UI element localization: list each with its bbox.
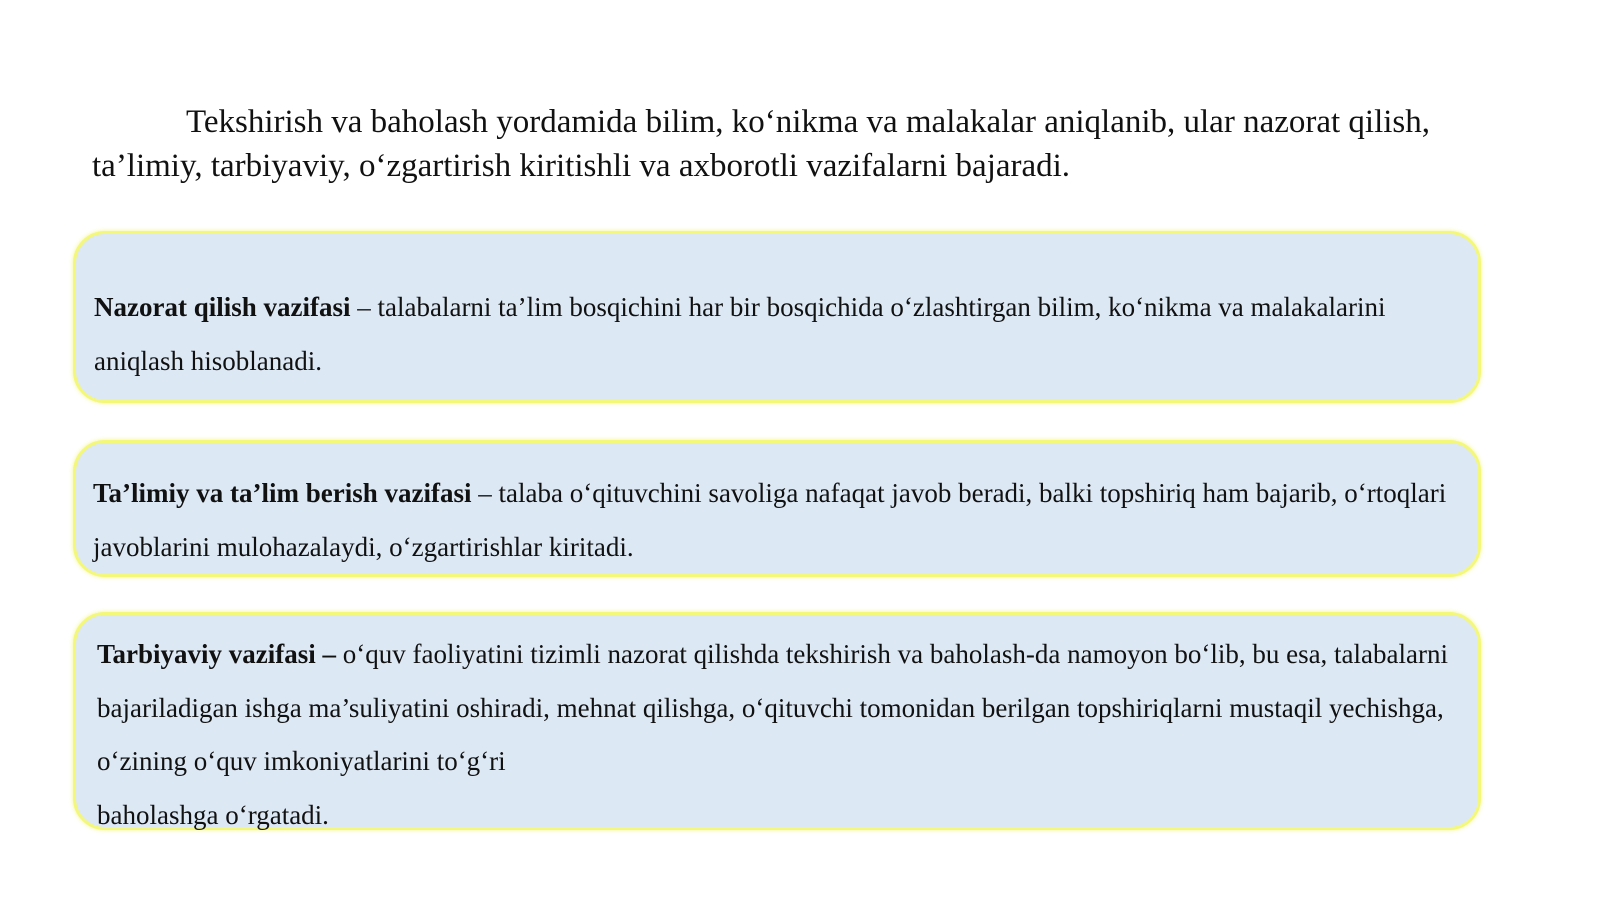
- control-function-box: [73, 231, 1481, 403]
- upbringing-function-continuation: baholashga o‘rgatadi.: [97, 799, 329, 830]
- educational-function-term: Ta’limiy va ta’lim berish vazifasi: [93, 478, 472, 508]
- upbringing-function-dash: –: [315, 639, 337, 669]
- intro-paragraph: Tekshirish va baholash yordamida bilim, ko‘nikma va malakalar aniqlanib, ular nazorat qilish, ta’limiy, tarbiyaviy, o‘zgartirish kiritishli va axborotli vazifalarni bajaradi.: [92, 104, 1431, 184]
- control-function-text: [94, 281, 1438, 388]
- upbringing-function-text: [97, 628, 1458, 789]
- control-function-definition: – talabalarni ta’lim bosqichini har bir bosqichida o‘zlashtirgan bilim, ko‘nikma va malakalarini aniqlash hisoblanadi.: [94, 292, 1386, 376]
- upbringing-function-term: Tarbiyaviy vazifasi: [97, 639, 316, 669]
- upbringing-function-box: [73, 612, 1481, 830]
- upbringing-function-definition: o‘quv faoliyatini tizimli nazorat qilishda tekshirish va baholash-da namoyon bo‘lib, bu esa, talabalarni bajariladigan ishga ma’suliyatini oshiradi, mehnat qilishga, o‘qituvchi tomonidan berilgan topshiriqlarni mustaqil yechishga, o‘zining o‘quv imkoniyatlarini to‘g‘ri: [97, 639, 1448, 776]
- educational-function-box: [73, 440, 1481, 577]
- control-function-term: Nazorat qilish vazifasi: [94, 292, 351, 322]
- educational-function-definition: – talaba o‘qituvchini savoliga nafaqat javob beradi, balki topshiriq ham bajarib, o‘rtoqlari javoblarini mulohazalaydi, o‘zgartirishlar kiritadi.: [93, 478, 1447, 562]
- educational-function-text: [93, 467, 1458, 574]
